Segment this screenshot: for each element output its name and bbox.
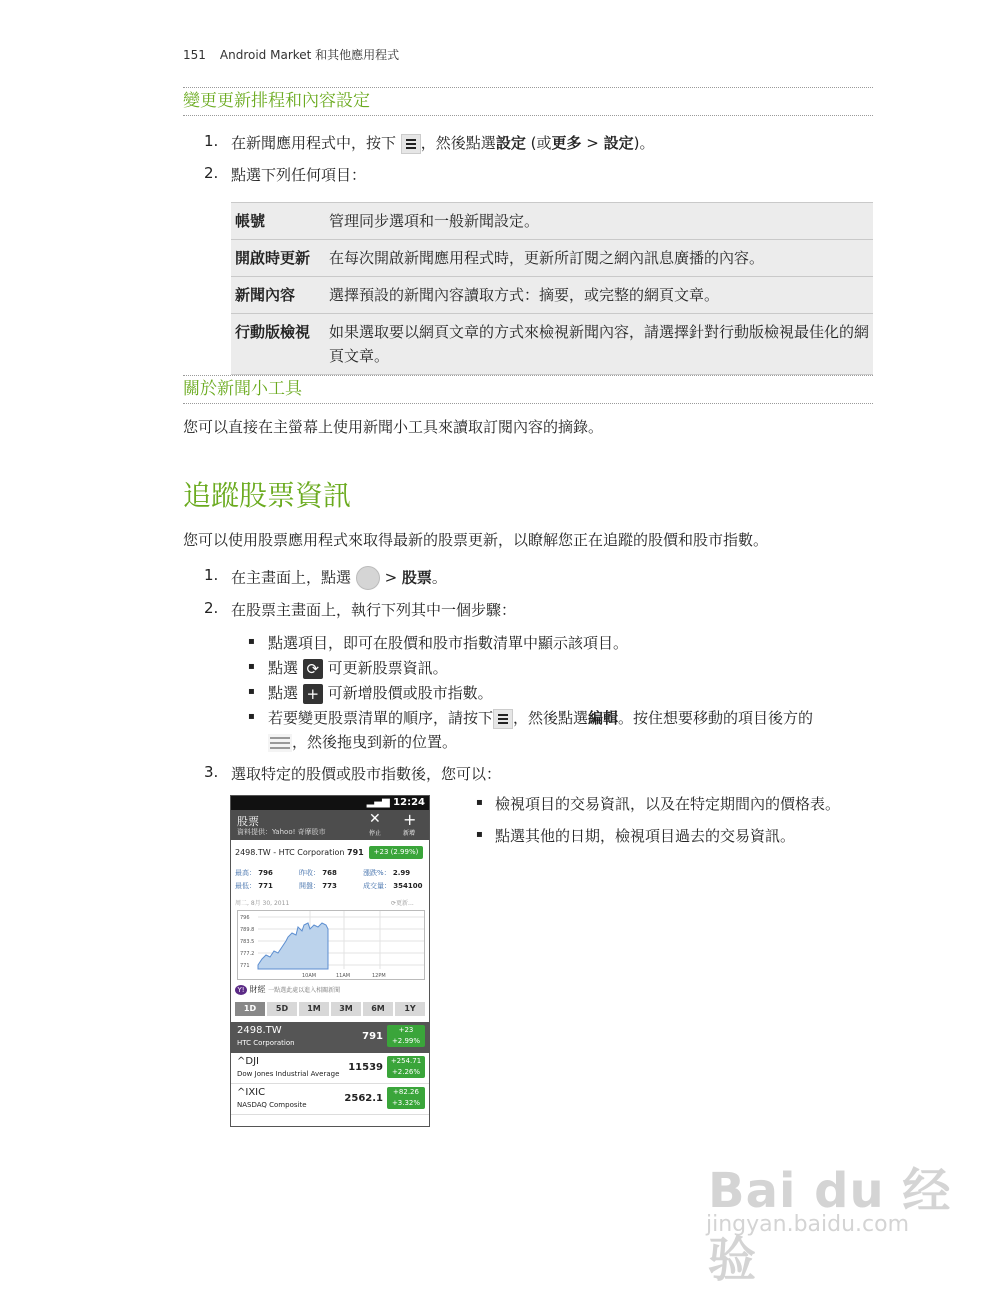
drag-handle-icon: [268, 734, 292, 752]
option-key: 開啟時更新: [231, 240, 325, 277]
yahoo-bar[interactable]: [235, 984, 340, 995]
list-item[interactable]: [231, 1022, 429, 1053]
change-value: +23: [398, 1026, 414, 1034]
bullet-text-part: 點選: [268, 659, 299, 677]
y-tick: 789.8: [240, 927, 255, 933]
bullet-text-part: 若要變更股票清單的順序，請按下: [268, 709, 494, 727]
range-tab[interactable]: 1Y: [395, 1002, 425, 1016]
add-icon: +: [303, 684, 323, 704]
bullet-text: [268, 707, 873, 729]
step-text: [231, 132, 654, 154]
stat-label: 最低：: [235, 882, 256, 890]
update-link[interactable]: [391, 898, 414, 907]
y-tick: 783.5: [240, 939, 255, 945]
range-tab[interactable]: 3M: [331, 1002, 361, 1016]
y-tick: 777.2: [240, 951, 255, 957]
stat-value: 768: [322, 869, 337, 877]
step-number: 1.: [204, 566, 219, 584]
yahoo-logo-icon: Y!: [235, 985, 247, 995]
step-text: 點選下列任何項目：: [231, 166, 367, 184]
bullet: ▪: [248, 686, 255, 697]
bullet-text: [268, 682, 493, 704]
stop-label: 停止: [369, 830, 382, 837]
yahoo-note: 一點選此處以進入相關新聞: [268, 987, 341, 994]
side-bullet-text: 點選其他的日期，檢視項目過去的交易資訊。: [495, 827, 796, 845]
y-tick: 796: [240, 915, 250, 921]
option-key: 新聞內容: [231, 277, 325, 314]
stock-name: Dow Jones Industrial Average: [237, 1070, 340, 1078]
step-text-part: >: [379, 568, 402, 587]
stock-symbol: ^DJI: [237, 1056, 259, 1067]
bullet-text-part: ，然後拖曳到新的位置。: [292, 733, 458, 751]
step-text-part: )。: [633, 134, 655, 152]
chapter-title: Android Market 和其他應用程式: [219, 48, 400, 62]
data-provider: 資料提供：Yahoo! 奇摩股市: [237, 828, 326, 836]
chapter-heading: 追蹤股票資訊: [183, 479, 352, 512]
stock-symbol: ^IXIC: [237, 1087, 266, 1098]
stock-price: 791: [347, 848, 364, 857]
page-number: 151: [183, 48, 206, 62]
stat-value: 771: [258, 882, 273, 890]
stat-label: 最高：: [235, 869, 256, 877]
x-tick: 12PM: [372, 973, 386, 979]
paragraph: 您可以直接在主螢幕上使用新聞小工具來讀取訂閱內容的摘錄。: [183, 418, 604, 436]
stock-name: HTC Corporation: [237, 1039, 295, 1047]
bold-term: 設定: [495, 134, 526, 152]
stop-icon[interactable]: ✕: [369, 811, 381, 827]
stock-name: NASDAQ Composite: [237, 1101, 307, 1109]
change-value: +254.71: [390, 1057, 422, 1065]
range-tab[interactable]: 1M: [299, 1002, 329, 1016]
bullet-text: [268, 657, 448, 679]
step-text-part: >: [581, 134, 604, 152]
all-apps-icon: [356, 566, 380, 590]
bold-term: 更多: [551, 134, 582, 152]
step-text-part: 。: [431, 568, 447, 587]
change-percent: +2.99%: [391, 1037, 421, 1045]
add-icon[interactable]: +: [403, 810, 417, 829]
step-text-part: (或: [525, 134, 552, 152]
step-text-part: ，然後點選: [420, 134, 496, 152]
step-number: 2.: [204, 599, 219, 617]
stats-grid: [235, 867, 425, 893]
refresh-icon: ⟳: [391, 900, 397, 907]
step-number: 2.: [204, 164, 219, 182]
table-row: [231, 277, 873, 314]
stat-value: 796: [258, 869, 273, 877]
bullet-text-line2: [268, 731, 457, 752]
option-desc: 在每次開啟新聞應用程式時，更新所訂閱之網內訊息廣播的內容。: [325, 240, 873, 277]
bullet: ▪: [476, 797, 483, 808]
change-badge: [387, 1056, 425, 1078]
bullet-text-part: 。按住想要移動的項目後方的: [618, 709, 814, 727]
change-badge: +23 (2.99%): [369, 846, 423, 859]
x-tick: 10AM: [302, 973, 317, 979]
price-chart-svg: [238, 911, 424, 979]
stat-value: 773: [322, 882, 337, 890]
range-tab[interactable]: 5D: [267, 1002, 297, 1016]
x-tick: 11AM: [336, 973, 351, 979]
change-value: +82.26: [393, 1088, 419, 1096]
range-tabs: [235, 1002, 425, 1016]
stat-label: 開盤：: [299, 882, 320, 890]
stat-value: 354100: [393, 882, 423, 890]
menu-icon: [401, 134, 421, 154]
option-desc: 如果選取要以網頁文章的方式來檢視新聞內容，請選擇針對行動版檢視最佳化的網頁文章。: [325, 314, 873, 375]
step-number: 3.: [204, 763, 219, 781]
menu-icon: [493, 709, 513, 729]
option-key: 帳號: [231, 203, 325, 240]
app-title-bar: [231, 810, 429, 840]
page-header: [183, 46, 399, 63]
stock-line: 2498.TW - HTC Corporation: [235, 848, 345, 857]
section-heading-news-widget: 關於新聞小工具: [183, 375, 873, 404]
bullet-text-part: 可新增股價或股市指數。: [327, 684, 493, 702]
range-tab[interactable]: 6M: [363, 1002, 393, 1016]
phone-screenshot: [230, 795, 430, 1127]
section-heading-update-schedule: 變更更新排程和內容設定: [183, 87, 873, 116]
price-area: [258, 923, 328, 969]
bullet-text: 點選項目，即可在股價和股市指數清單中顯示該項目。: [268, 634, 629, 652]
status-bar: [231, 796, 429, 810]
bullet-text-part: 可更新股票資訊。: [327, 659, 448, 677]
option-desc: 選擇預設的新聞內容讀取方式：摘要，或完整的網頁文章。: [325, 277, 873, 314]
step-text: [231, 566, 447, 590]
list-item[interactable]: [231, 1053, 429, 1084]
change-percent: +3.32%: [391, 1099, 421, 1107]
stock-list: [231, 1022, 429, 1115]
side-bullet-text: 檢視項目的交易資訊，以及在特定期間內的價格表。: [495, 795, 841, 813]
stock-price: 791: [362, 1031, 383, 1042]
stat-label: 昨收：: [299, 869, 320, 877]
y-tick: 771: [240, 963, 250, 969]
table-row: [231, 203, 873, 240]
signal-icon: ▂▄▆: [366, 797, 394, 808]
step-text-part: 在新聞應用程式中，按下: [231, 134, 397, 152]
refresh-icon: ⟳: [303, 659, 323, 679]
stock-price: 11539: [348, 1062, 383, 1073]
stock-symbol: 2498.TW: [237, 1025, 282, 1036]
watermark-logo: Bai du 经验: [708, 1163, 952, 1288]
stat-value: 2.99: [392, 869, 411, 877]
change-badge: [387, 1087, 425, 1109]
price-chart: [237, 910, 425, 980]
yahoo-label: 財經: [249, 985, 266, 994]
stat-label: 成交量：: [363, 882, 391, 890]
chart-date: 周二, 8月 30, 2011: [235, 900, 290, 907]
change-percent: +2.26%: [391, 1068, 421, 1076]
paragraph: 您可以使用股票應用程式來取得最新的股票更新，以瞭解您正在追蹤的股價和股市指數。: [183, 531, 769, 549]
bold-term: 股票: [401, 568, 432, 587]
bullet: ▪: [476, 829, 483, 840]
step-text: 在股票主畫面上，執行下列其中一個步驟：: [231, 601, 517, 619]
option-key: 行動版檢視: [231, 314, 325, 375]
app-title: 股票: [237, 815, 259, 828]
bullet: ▪: [248, 661, 255, 672]
table-row: [231, 240, 873, 277]
options-table: [231, 202, 873, 375]
bold-term: 編輯: [588, 709, 619, 727]
table-row: [231, 314, 873, 375]
bullet: ▪: [248, 711, 255, 722]
bullet-text-part: 點選: [268, 684, 299, 702]
bullet: ▪: [248, 636, 255, 647]
stock-price: 2562.1: [344, 1093, 383, 1104]
add-label: 新增: [403, 830, 416, 837]
step-text: 選取特定的股價或股市指數後，您可以：: [231, 765, 502, 783]
update-label: 更新...: [396, 900, 414, 907]
change-badge: [387, 1025, 425, 1047]
status-time: 12:24: [393, 797, 425, 808]
step-number: 1.: [204, 132, 219, 150]
stat-label: 漲跌%：: [363, 869, 391, 877]
step-text-part: 在主畫面上，點選: [231, 568, 352, 587]
range-tab[interactable]: 1D: [235, 1002, 265, 1016]
bold-term: 設定: [603, 134, 634, 152]
option-desc: 管理同步選項和一般新聞設定。: [325, 203, 873, 240]
list-item[interactable]: [231, 1084, 429, 1115]
bullet-text-part: ，然後點選: [513, 709, 589, 727]
watermark-url: jingyan.baidu.com: [706, 1212, 910, 1237]
